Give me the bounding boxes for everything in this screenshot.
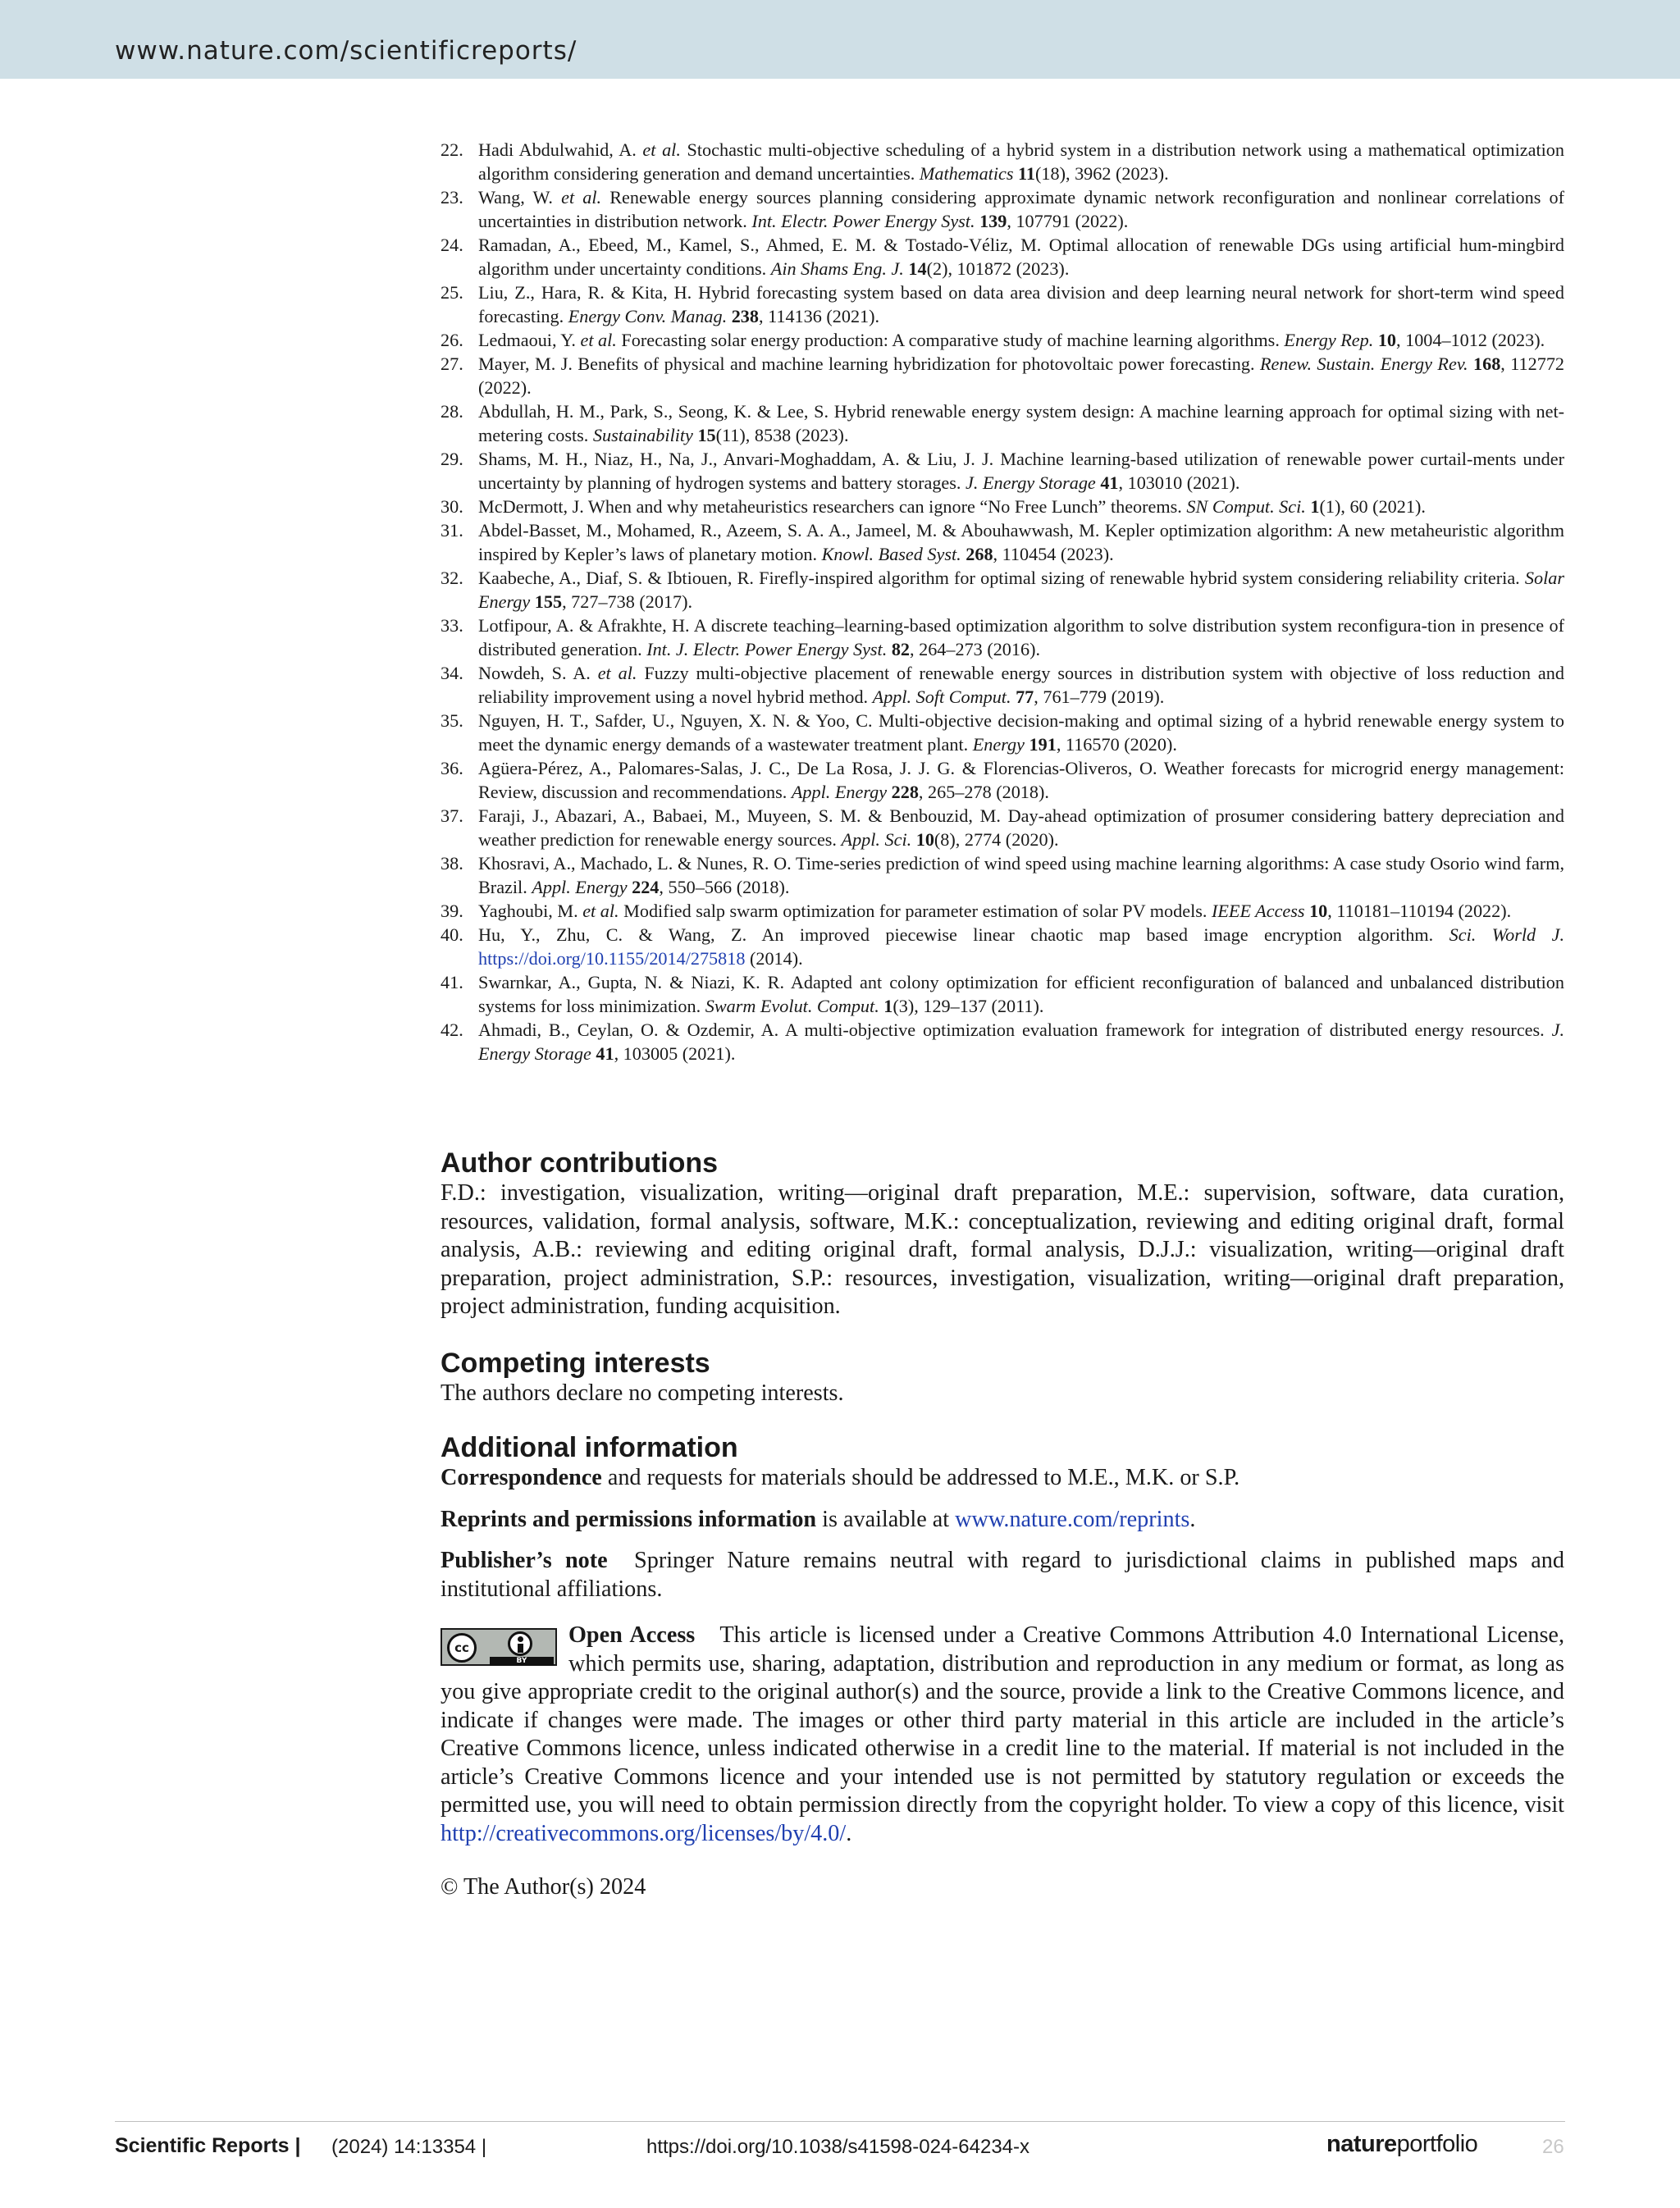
reference-number: 41. bbox=[441, 972, 463, 992]
copyright-section bbox=[441, 1873, 1564, 1902]
reference-number: 42. bbox=[441, 1020, 463, 1040]
section-heading: Competing interests bbox=[441, 1348, 710, 1379]
reference-number: 36. bbox=[441, 758, 463, 778]
nature-portfolio-logo bbox=[1326, 2131, 1477, 2158]
reference-number: 39. bbox=[441, 901, 463, 921]
reference-text: Liu, Z., Hara, R. & Kita, H. Hybrid forecasting system based on data area division and deep learning neural network for short-term wind speed forecasting. Energy Conv. Manag. 238, 114136 (2021). bbox=[478, 282, 1564, 326]
reference-text: McDermott, J. When and why metaheuristics researchers can ignore “No Free Lunch” theorems. SN Comput. Sci. 1(1), 60 (2021). bbox=[478, 496, 1426, 517]
reference-number: 40. bbox=[441, 924, 463, 945]
reference-text: Kaabeche, A., Diaf, S. & Ibtiouen, R. Firefly-inspired algorithm for optimal sizing of renewable hybrid system considering reliability criteria. Solar Energy 155, 727–738 (2017). bbox=[478, 568, 1564, 612]
reprints-label: Reprints and permissions information bbox=[441, 1506, 817, 1532]
reference-item bbox=[441, 899, 1564, 923]
reference-number: 31. bbox=[441, 520, 463, 541]
open-access-label: Open Access bbox=[568, 1622, 696, 1648]
reference-text: Khosravi, A., Machado, L. & Nunes, R. O. Time-series prediction of wind speed using machine learning algorithms: A case study Osorio wind farm, Brazil. Appl. Energy 224, 550–566 (2018). bbox=[478, 853, 1564, 897]
reference-text: Swarnkar, A., Gupta, N. & Niazi, K. R. Adapted ant colony optimization for efficient reconfiguration of balanced and unbalanced distribution systems for loss minimization. Swarm Evolut. Comput. 1(3), 129–137 (2011). bbox=[478, 972, 1564, 1016]
publisher-note-body: Springer Nature remains neutral with regard to jurisdictional claims in published maps and institutional affiliations. bbox=[441, 1548, 1571, 1602]
section-heading: Author contributions bbox=[441, 1147, 719, 1179]
reference-number: 27. bbox=[441, 354, 463, 374]
reference-item bbox=[441, 138, 1564, 185]
open-access-section bbox=[441, 1622, 1571, 1848]
correspondence-label: Correspondence bbox=[441, 1465, 602, 1490]
reference-item bbox=[441, 756, 1564, 804]
open-access-text bbox=[441, 1622, 1571, 1848]
reference-item bbox=[441, 851, 1564, 899]
reprints-body: is available at bbox=[816, 1506, 956, 1532]
reference-item bbox=[441, 352, 1564, 399]
reference-number: 24. bbox=[441, 235, 463, 255]
reference-text: Shams, M. H., Niaz, H., Na, J., Anvari-Moghaddam, A. & Liu, J. J. Machine learning-based utilization of renewable power curtail-ments under uncertainty by planning of hydrogen systems and battery storages. J. Energy Storage 41, 103010 (2021). bbox=[478, 449, 1564, 493]
brand-bold: nature bbox=[1326, 2131, 1397, 2157]
reprints-text bbox=[441, 1506, 1564, 1535]
reference-item bbox=[441, 923, 1564, 970]
cc-by-license-badge[interactable] bbox=[441, 1628, 557, 1666]
reference-number: 23. bbox=[441, 187, 463, 208]
reference-item bbox=[441, 709, 1564, 756]
reference-text: Yaghoubi, M. et al. Modified salp swarm optimization for parameter estimation of solar PV models. IEEE Access 10, 110181–110194 (2022). bbox=[478, 901, 1512, 921]
footer-journal-name: Scientific Reports | bbox=[115, 2134, 301, 2157]
reference-number: 33. bbox=[441, 615, 463, 636]
reference-number: 28. bbox=[441, 401, 463, 422]
reference-number: 29. bbox=[441, 449, 463, 469]
additional-information-section bbox=[441, 1431, 1571, 1604]
correspondence-text bbox=[441, 1464, 1564, 1493]
correspondence-body: and requests for materials should be addressed to M.E., M.K. or S.P. bbox=[601, 1465, 1240, 1490]
site-url[interactable]: www.nature.com/scientificreports/ bbox=[115, 36, 578, 66]
reference-text: Faraji, J., Abazari, A., Babaei, M., Muyeen, S. M. & Benbouzid, M. Day-ahead optimization of prosumer considering battery depreciation and weather prediction for renewable energy sources. Appl. Sci. 10(8), 2774 (2020). bbox=[478, 805, 1564, 850]
cc-icon: cc bbox=[447, 1633, 477, 1663]
footer-doi-link[interactable]: https://doi.org/10.1038/s41598-024-64234-x bbox=[646, 2136, 1030, 2158]
reference-text: Abdel-Basset, M., Mohamed, R., Azeem, S. A. A., Jameel, M. & Abouhawwash, M. Kepler optimization algorithm: A new metaheuristic algorithm inspired by Kepler’s laws of planetary motion. Knowl. Based Syst. 268, 110454 (2023). bbox=[478, 520, 1564, 564]
reference-number: 22. bbox=[441, 139, 463, 160]
reference-text: Agüera-Pérez, A., Palomares-Salas, J. C., De La Rosa, J. J. G. & Florencias-Oliveros, O. Weather forecasts for microgrid energy management: Review, discussion and recommendations. Appl. Energy 228, 265–278 (2018). bbox=[478, 758, 1564, 802]
reference-text: Wang, W. et al. Renewable energy sources planning considering approximate dynamic network reconfiguration and nonlinear correlations of uncertainties in distribution network. Int. Electr. Power Energy Syst. 139, 107791 (2022). bbox=[478, 187, 1564, 231]
reference-item bbox=[441, 233, 1564, 281]
reference-text: Nowdeh, S. A. et al. Fuzzy multi-objective placement of renewable energy sources in distribution system with objective of loss reduction and reliability improvement using a novel hybrid method. Appl. Soft Comput. 77, 761–779 (2019). bbox=[478, 663, 1564, 707]
reference-text: Lotfipour, A. & Afrakhte, H. A discrete teaching–learning-based optimization algorithm to solve distribution system reconfigura-tion in presence of distributed generation. Int. J. Electr. Power Energy Syst. 82, 264–273 (2016). bbox=[478, 615, 1564, 659]
attribution-person-icon bbox=[508, 1631, 532, 1656]
site-header-bar bbox=[0, 0, 1680, 79]
reference-item bbox=[441, 804, 1564, 851]
copyright-text: © The Author(s) 2024 bbox=[441, 1874, 646, 1900]
reference-number: 38. bbox=[441, 853, 463, 874]
reference-item bbox=[441, 185, 1564, 233]
reference-text: Abdullah, H. M., Park, S., Seong, K. & Lee, S. Hybrid renewable energy system design: A machine learning approach for optimal sizing with net-metering costs. Sustainability 15(11), 8538 (2023). bbox=[478, 401, 1564, 445]
reference-text: Hadi Abdulwahid, A. et al. Stochastic multi-objective scheduling of a hybrid system in a distribution network using a mathematical optimization algorithm considering generation and demand uncertainties. Mathematics 11(18), 3962 (2023). bbox=[478, 139, 1564, 184]
reference-item bbox=[441, 328, 1564, 352]
competing-interests-text: The authors declare no competing interests. bbox=[441, 1380, 844, 1406]
by-label: BY bbox=[490, 1657, 554, 1666]
reference-number: 25. bbox=[441, 282, 463, 303]
reference-item bbox=[441, 614, 1564, 661]
reference-number: 34. bbox=[441, 663, 463, 683]
reference-text: Hu, Y., Zhu, C. & Wang, Z. An improved piecewise linear chaotic map based image encryption algorithm. Sci. World J. https://doi.org/10.1155/2014/275818 (2014). bbox=[478, 924, 1564, 969]
reference-number: 35. bbox=[441, 710, 463, 731]
footer-volume: (2024) 14:13354 | bbox=[331, 2136, 487, 2158]
reference-item bbox=[441, 970, 1564, 1018]
reference-text: Ledmaoui, Y. et al. Forecasting solar energy production: A comparative study of machine learning algorithms. Energy Rep. 10, 1004–1012 (2023). bbox=[478, 330, 1545, 350]
brand-light: portfolio bbox=[1396, 2131, 1478, 2157]
reference-number: 30. bbox=[441, 496, 463, 517]
reference-item bbox=[441, 281, 1564, 328]
publisher-note-text bbox=[441, 1547, 1571, 1604]
publisher-note-label: Publisher’s note bbox=[441, 1548, 608, 1573]
reference-number: 26. bbox=[441, 330, 463, 350]
cc-license-link[interactable]: http://creativecommons.org/licenses/by/4.0/ bbox=[441, 1820, 847, 1846]
reference-item bbox=[441, 566, 1564, 614]
open-access-body: This article is licensed under a Creative Commons Attribution 4.0 International License, which permits use, sharing, adaptation, distribution and reproduction in any medium or format, as long as you give appropriate credit to the original author(s) and the source, provide a link to the Creative Commons licence, and indicate if changes were made. The images or other third party material in this article are included in the article’s Creative Commons licence, unless indicated otherwise in a credit line to the material. If material is not included in the article’s Creative Commons licence and your intended use is not permitted by statutory regulation or exceeds the permitted use, you will need to obtain permission directly from the copyright holder. To view a copy of this licence, visit bbox=[441, 1622, 1571, 1818]
reference-item bbox=[441, 661, 1564, 709]
reference-text: Ahmadi, B., Ceylan, O. & Ozdemir, A. A multi-objective optimization evaluation framework for integration of distributed energy resources. J. Energy Storage 41, 103005 (2021). bbox=[478, 1020, 1564, 1064]
author-contributions-text: F.D.: investigation, visualization, writing—original draft preparation, M.E.: supervision, software, data curation, resources, validation, formal analysis, software, M.K.: conceptualization, reviewing and editing original draft, formal analysis, A.B.: reviewing and editing original draft, formal analysis, D.J.J.: visualization, writing—original draft preparation, project administration, S.P.: resources, investigation, visualization, writing—original draft preparation, project administration, funding acquisition. bbox=[441, 1180, 1564, 1319]
reference-list bbox=[441, 138, 1564, 1065]
reference-number: 37. bbox=[441, 805, 463, 826]
reference-text: Ramadan, A., Ebeed, M., Kamel, S., Ahmed, E. M. & Tostado-Véliz, M. Optimal allocation of renewable DGs using artificial hum-mingbird algorithm under uncertainty conditions. Ain Shams Eng. J. 14(2), 101872 (2023). bbox=[478, 235, 1564, 279]
reference-text: Nguyen, H. T., Safder, U., Nguyen, X. N. & Yoo, C. Multi-objective decision-making and optimal sizing of a hybrid renewable energy system to meet the dynamic energy demands of a wastewater treatment plant. Energy 191, 116570 (2020). bbox=[478, 710, 1564, 755]
reference-item bbox=[441, 1018, 1564, 1065]
reprints-end: . bbox=[1189, 1506, 1196, 1532]
reference-number: 32. bbox=[441, 568, 463, 588]
reference-text: Mayer, M. J. Benefits of physical and machine learning hybridization for photovoltaic power forecasting. Renew. Sustain. Energy Rev. 168, 112772 (2022). bbox=[478, 354, 1565, 398]
author-contributions-section bbox=[441, 1147, 1564, 1321]
reference-item bbox=[441, 399, 1564, 447]
reference-item bbox=[441, 518, 1564, 566]
reference-item bbox=[441, 495, 1564, 518]
reprints-link[interactable]: www.nature.com/reprints bbox=[955, 1506, 1190, 1532]
footer-rule bbox=[115, 2121, 1565, 2122]
competing-interests-section bbox=[441, 1347, 1564, 1408]
section-heading: Additional information bbox=[441, 1432, 738, 1463]
reference-item bbox=[441, 447, 1564, 495]
open-access-end: . bbox=[846, 1820, 852, 1846]
page-number: 26 bbox=[1542, 2136, 1564, 2158]
